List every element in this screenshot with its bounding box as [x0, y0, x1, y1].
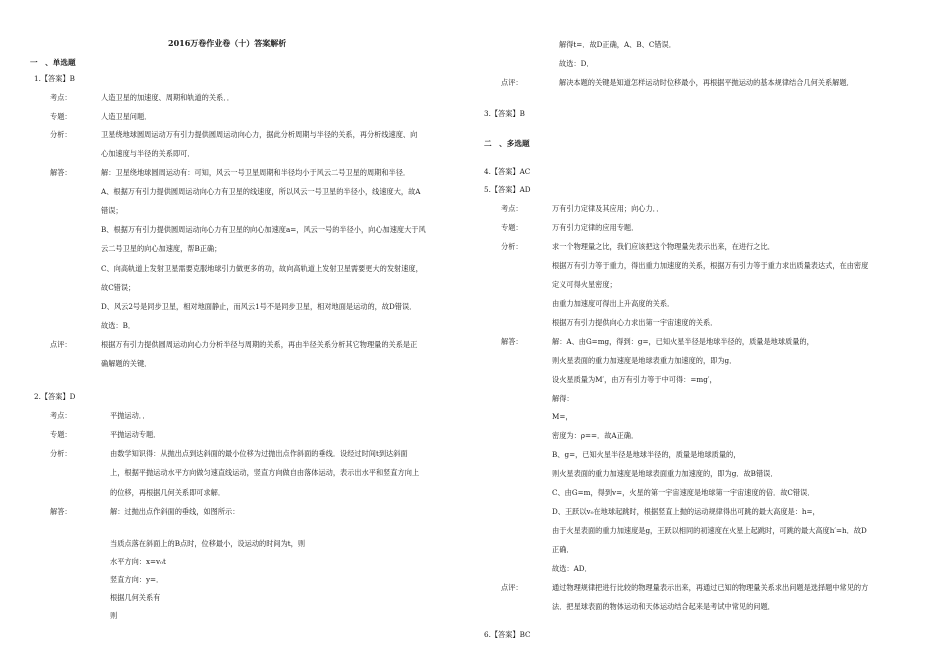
section-single-choice: 一 、单选题: [30, 58, 76, 67]
q2-jieda-line: 竖直方向：y=．: [110, 575, 164, 584]
q5-kaodian: 万有引力定律及其应用；向心力．．: [552, 204, 664, 213]
q5-jieda-line: 则火星表面的重力加速度是地球表面重力加速度的，即为g．故B错误．: [552, 469, 778, 478]
q5-jieda-line: 则火星表面的重力加速度是地球表重力加速度的，即为g．: [552, 356, 737, 365]
q1-jieda-line: C、向高轨道上发射卫星需要克服地球引力做更多的功，故向高轨道上发射卫星需要更大的发射速度，: [101, 264, 423, 273]
q5-jieda-line: 正确．: [552, 545, 574, 554]
q5-jieda-line: 故选：AD．: [552, 564, 592, 573]
page-title: 2016万卷作业卷（十）答案解析: [168, 38, 287, 48]
q1-jieda-line: 云二号卫星的向心加速度，帮B正确；: [101, 244, 222, 253]
q1-fenxi-label: 分析：: [50, 130, 72, 139]
q5-jieda-line: 由于火星表面的重力加速度是g，王跃以相同的初速度在火星上起跳时，可跳的最大高度h′=h．故D: [552, 526, 867, 535]
q2-kaodian: 平抛运动．．: [110, 411, 150, 420]
q1-kaodian: 人造卫星的加速度、周期和轨道的关系．．: [101, 93, 234, 102]
q1-jieda-line: 故选：B．: [101, 321, 136, 330]
q1-dianping-line: 确解题的关键．: [101, 359, 152, 368]
q2-fenxi-line: 的位移，再根据几何关系即可求解．: [110, 488, 226, 497]
q5-dianping-line: 通过物理规律把进行比较的物理量表示出来，再通过已知的物理量关系求出问题是选择题中常见的方: [552, 583, 869, 592]
q5-jieda-line: D、王跃以v₀在地球起跳时，根据竖直上抛的运动规律得出可跳的最大高度是：h=，: [552, 507, 820, 516]
q5-jieda-line: 解得：: [552, 394, 574, 403]
q5-dianping-label: 点评：: [501, 583, 523, 592]
q2-cont-line: 故选：D．: [559, 59, 594, 68]
q5-jieda-line: 解：A、由G=mg，得到：g=，已知火星半径是地球半径的，质量是地球质量的，: [552, 337, 814, 346]
q2-dianping: 解决本题的关键是知道怎样运动时位移最小，再根据平抛运动的基本规律结合几何关系解题．: [559, 78, 854, 87]
q1-answer: 1.【答案】B: [34, 74, 75, 83]
q1-fenxi-line: 卫星绕地球圆周运动万有引力提供圆周运动向心力，据此分析周期与半径的关系，再分析线速度、向: [101, 130, 418, 139]
q1-fenxi-line: 心加速度与半径的关系即可．: [101, 149, 195, 158]
q5-answer: 5.【答案】AD: [484, 185, 531, 194]
q5-fenxi-label: 分析：: [501, 242, 523, 251]
q6-answer: 6.【答案】BC: [484, 630, 531, 639]
q5-fenxi-line: 求一个物理量之比，我们应该把这个物理量先表示出来，在进行之比．: [552, 242, 775, 251]
q1-kaodian-label: 考点：: [50, 93, 72, 102]
q2-kaodian-label: 考点：: [50, 411, 72, 420]
q1-zhuanti-label: 专题：: [50, 112, 72, 121]
section-multi-choice: 二 、多选题: [484, 139, 530, 148]
q5-jieda-line: 密度为：ρ==．故A正确．: [552, 431, 639, 440]
q2-jieda-line: 根据几何关系有: [110, 593, 161, 602]
q1-dianping-line: 根据万有引力提供圆周运动向心力分析半径与周期的关系，再由半径关系分析其它物理量的关系是正: [101, 340, 418, 349]
q2-jieda-line: 水平方向：x=v₀t: [110, 557, 166, 566]
q1-jieda-line: B、根据万有引力提供圆周运动向心力有卫星的向心加速度a=，风云一号的半径小，向心加速度大于风: [101, 225, 426, 234]
q1-jieda-line: 错误；: [101, 206, 123, 215]
q5-jieda-line: 设火星质量为M′，由万有引力等于中可得：=mg′，: [552, 375, 717, 384]
q2-fenxi-line: 上，根据平抛运动水平方向做匀速直线运动，竖直方向做自由落体运动，表示出水平和竖直方向上: [110, 468, 420, 477]
q5-jieda-line: C、由G=m，得到v=，火星的第一宇宙速度是地球第一宇宙速度的倍．故C错误．: [552, 488, 815, 497]
q3-answer: 3.【答案】B: [484, 109, 525, 118]
q5-kaodian-label: 考点：: [501, 204, 523, 213]
q5-jieda-line: B、g=，已知火星半径是地球半径的，质量是地球质量的，: [552, 450, 741, 459]
q2-zhuanti: 平抛运动专题．: [110, 430, 161, 439]
q5-jieda-line: M=，: [552, 412, 573, 421]
q1-jieda-line: D、风云2号是同步卫星，相对地面静止，而风云1号不是同步卫星，相对地面是运动的，故D错误．: [101, 302, 417, 311]
q2-jieda-label: 解答：: [50, 507, 72, 516]
q1-jieda-label: 解答：: [50, 168, 72, 177]
q1-dianping-label: 点评：: [50, 340, 72, 349]
q2-fenxi-line: 由数学知识得：从抛出点到达斜面的最小位移为过抛出点作斜面的垂线．设经过时间t到达斜面: [110, 449, 408, 458]
q1-zhuanti: 人造卫星问题．: [101, 112, 152, 121]
q2-zhuanti-label: 专题：: [50, 430, 72, 439]
q2-jieda-line: 当质点落在斜面上的B点时，位移最小，设运动的时间为t，则: [110, 539, 306, 548]
q1-jieda-line: 故C错误；: [101, 283, 136, 292]
q1-jieda-line: A、根据万有引力提供圆周运动向心力有卫星的线速度，所以风云一号卫星的半径小，线速度大，故A: [101, 187, 421, 196]
q4-answer: 4.【答案】AC: [484, 167, 531, 176]
q2-cont-line: 解得t=．故D正确，A、B、C错误．: [559, 40, 676, 49]
q5-fenxi-line: 定义可得火星密度；: [552, 280, 617, 289]
q5-fenxi-line: 根据万有引力提供向心力求出第一宇宙速度的关系．: [552, 318, 718, 327]
q5-jieda-label: 解答：: [501, 337, 523, 346]
q5-fenxi-line: 由重力加速度可得出上升高度的关系．: [552, 299, 675, 308]
q2-jieda-line: 则: [110, 611, 118, 620]
q2-fenxi-label: 分析：: [50, 449, 72, 458]
q5-fenxi-line: 根据万有引力等于重力，得出重力加速度的关系，根据万有引力等于重力求出质量表达式，在由密度: [552, 261, 869, 270]
q1-jieda-line: 解：卫星绕地球圆周运动有：可知，风云一号卫星周期和半径均小于风云二号卫星的周期和半径．: [101, 168, 411, 177]
q5-zhuanti-label: 专题：: [501, 223, 523, 232]
q2-answer: 2.【答案】D: [34, 392, 76, 401]
q5-zhuanti: 万有引力定律的应用专题．: [552, 223, 639, 232]
q2-jieda-line: 解：过抛出点作斜面的垂线，如图所示：: [110, 507, 240, 516]
q5-dianping-line: 法．把星球表面的物体运动和天体运动结合起来是考试中常见的问题．: [552, 602, 775, 611]
q2-dianping-label: 点评：: [501, 78, 523, 87]
